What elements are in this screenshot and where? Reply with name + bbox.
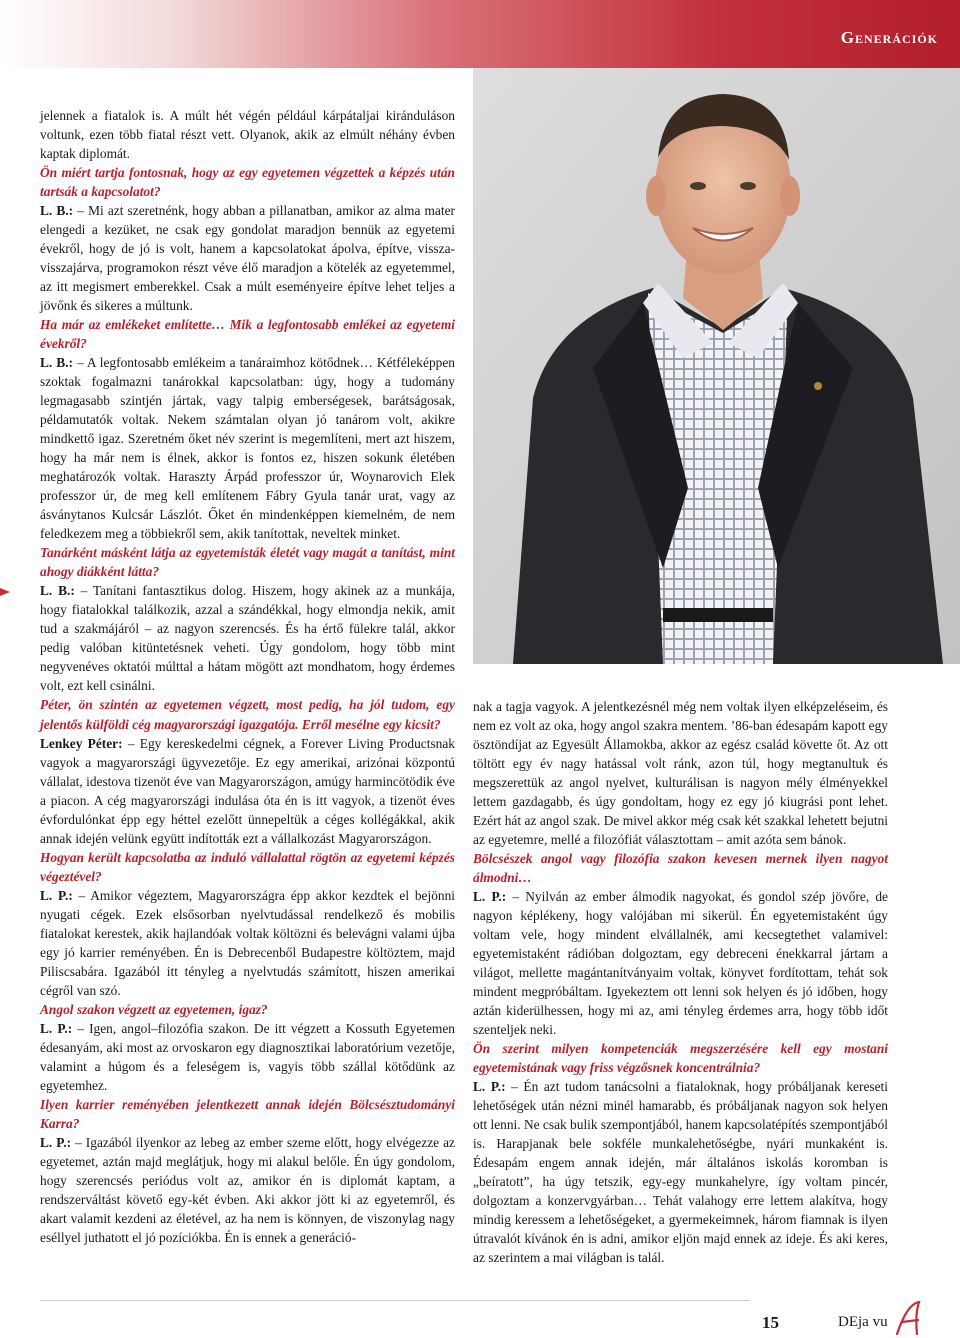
interview-question: Angol szakon végzett az egyetemen, igaz? xyxy=(40,1001,268,1017)
interview-question: Hogyan került kapcsolatba az induló vállalattal rögtön az egyetemi képzés végeztével? xyxy=(40,849,455,884)
speaker-initials: L. P.: xyxy=(40,1020,73,1036)
interview-answer xyxy=(40,353,455,543)
speaker-initials: L. B.: xyxy=(40,355,73,371)
interview-answer xyxy=(40,734,455,848)
journal-logo-icon xyxy=(893,1300,929,1336)
speaker-initials: L. P.: xyxy=(40,887,73,903)
paragraph: jelennek a fiatalok is. A múlt hét végén például kárpátaljai kiránduláson voltunk, ezen több fiatal részt vett. Olyanok, akik az elmúlt néhány évben kaptak diplomát. xyxy=(40,108,455,162)
answer-text: – Én azt tudom tanácsolni a fiataloknak, hogy próbáljanak kereseti lehetőségek után nézni minél hamarabb, és próbáljanak nagyon sok helyen ott lenni. Ne csak bulik szempontjából, hanem kapcsolatépítés szempontjából is. Harapjanak bele sokféle munkalehetőségbe, nyári munkaként is. Édesapám engem annak idején, már általános iskolás koromban is „beíratott”, ha úgy tetszik, egy-egy munkahelyre, így voltam pincér, dolgoztam a konzervgyárban… Tehát valahogy erre lettem alakítva, hogy mindig keressem a lehetőségeket, a gyermekeimnek, három fiamnak is ilyen útravalót kívánok én is adni, amikor eljön majd ennek az ideje. És aki keres, az szerintem a mai világban is talál. xyxy=(473,1079,889,1266)
answer-text: – Egy kereskedelmi cégnek, a Forever Living Productsnak vagyok a magyarországi ügyvezetője. Ez egy amerikai, arizónai központú vállalat, idestova tizenöt éve van Magyarországon, amúgy harmincötödik éve a piacon. A cég magyarországi indulása óta én is itt vagyok, a tizenöt éves évfordulónkat épp egy héttel ezelőtt ünnepeltük a céges kollégákkal, akik annak idején velünk együtt indították ezt a vállalkozást Magyarországon. xyxy=(40,735,455,846)
left-text-column xyxy=(40,106,455,1247)
page-edge-marker xyxy=(0,588,10,596)
interview-answer xyxy=(473,887,888,1039)
answer-text: – Tanítani fantasztikus dolog. Hiszem, hogy akinek az a munkája, hogy fiatalokkal találkozik, azzal a szándékkal, hogy elmondja nekik, amit tud a szakmájáról – az nagyon szerencsés. És ha értő fülekre talál, akkor pedig valóban kitüntetésnek veheti. Úgy gondolom, hogy több mint negyvenéves oktatói múlttal a hátam mögött azt mondhatom, hogy érdemes volt, ezt kell csinálni. xyxy=(40,583,455,694)
section-title: Generációk xyxy=(840,28,938,47)
interview-answer xyxy=(40,1019,455,1095)
interview-question: Ha már az emlékeket említette… Mik a legfontosabb emlékei az egyetemi évekről? xyxy=(40,317,455,352)
journal-name: DEja vu xyxy=(838,1314,888,1330)
interview-question: Ilyen karrier reményében jelentkezett annak idején Bölcsésztudományi Karra? xyxy=(40,1096,455,1131)
answer-text: – A legfontosabb emlékeim a tanáraimhoz kötődnek… Kétféleképpen szoktak fogalmazni tanárokkal kapcsolatban: úgy, hogy a tudomány legmagasabb szintjén jártak, vagy talpig emberségesek, barátságosak, példamutatók voltak. Nekem számtalan olyan jó tanárom volt, akikre mindkettő igaz. Szeretném őket név szerint is megemlíteni, mert azt hiszem, hogy ha már nem is élnek, akkor is fontos ez, hiszen sokunk életében meghatározók voltak. Haraszty Árpád professzor úr, Woynarovich Elek professzor úr, de meg kell említenem Fábry Gyula tanár urat, vagy az ásványtanos Kulcsár Lászlót. Őket én mindenképpen kiemelném, de nem feledkezem meg a többiekről sem, akik tanítottak, neveltek minket. xyxy=(40,355,455,542)
speaker-initials: L. P.: xyxy=(473,1079,506,1095)
speaker-initials: Lenkey Péter: xyxy=(40,735,123,751)
answer-text: – Nyilván az ember álmodik nagyokat, és gondol szép jövőre, de nagyon képlékeny, hogy valójában mi sikerül. Én egyetemistaként úgy voltam vele, hogy mindent elvállalnék, ami kecsegtethet valamivel: egyetemistaként rádióban dolgoztam, egy debreceni énekkarral jártam a világot, mellette magántanítványaim voltak, könyvet fordítottam, tehát sok mindent megpróbáltam. Igyekeztem ott lenni sok helyen és jó időben, hogy aztán kiderülhessen, hogy mi az, ami tényleg érdemes arra, hogy több időt szenteljek neki. xyxy=(473,889,888,1038)
interview-answer xyxy=(40,886,455,1000)
speaker-initials: L. B.: xyxy=(40,203,74,219)
portrait-illustration xyxy=(473,68,960,664)
interview-question: Ön szerint milyen kompetenciák megszerzésére kell egy mostani egyetemistának vagy friss végzősnek koncentrálnia? xyxy=(473,1041,888,1076)
page-number: 15 xyxy=(762,1313,779,1332)
interview-answer xyxy=(473,1077,888,1267)
interview-question: Péter, ön szintén az egyetemen végzett, most pedig, ha jól tudom, egy jelentős külföldi cég magyarországi igazgatója. Erről mesélne egy kicsit? xyxy=(40,697,455,732)
right-text-column xyxy=(473,697,888,1267)
speaker-initials: L. P.: xyxy=(40,1134,72,1150)
header-band xyxy=(0,0,960,68)
footer-rule xyxy=(40,1300,750,1301)
speaker-initials: L. P.: xyxy=(473,889,507,905)
answer-text: – Igen, angol–filozófia szakon. De itt végzett a Kossuth Egyetemen édesanyám, aki most az orvoskaron egy diagnosztikai laboratórium vezetője, valamint a húgom és a feleségem is, vagyis több szállal kötődünk az egyetemhez. xyxy=(40,1020,455,1093)
interview-question: Ön miért tartja fontosnak, hogy az egy egyetemen végzettek a képzés után tartsák a kapcsolatot? xyxy=(40,165,455,200)
portrait-photo xyxy=(473,68,960,664)
interview-answer xyxy=(40,201,455,315)
interview-answer xyxy=(40,581,455,695)
answer-text: – Amikor végeztem, Magyarországra épp akkor kezdtek el bejönni nyugati cégek. Ezek elsősorban nyelvtudással rendelkező és mobilis fiatalokat kerestek, akik hajlandóak voltak költözni és belevágni valami újba egy jó karrier reményében. Én is Debrecenből Budapestre költöztem, majd Piliscsabára. Igazából itt tényleg a nyelvtudás számított, hiszen amerikai cégről van szó. xyxy=(40,887,455,998)
speaker-initials: L. B.: xyxy=(40,583,75,599)
answer-text: – Igazából ilyenkor az lebeg az ember szeme előtt, hogy elvégezze az egyetemet, aztán majd meglátjuk, hogy mi alakul belőle. Én úgy gondolom, hogy szerencsés periódus volt az, amikor én is diplomát kaptam, a rendszerváltást követő egy-két évben. Aki akkor jött ki az egyetemről, és akart valamit kezdeni az életével, az ha nem is könnyen, de viszonylag nagy eséllyel juthatott el jó pozíciókba. Én is ennek a generáció- xyxy=(40,1134,455,1245)
paragraph: nak a tagja vagyok. A jelentkezésnél még nem voltak ilyen elképzeléseim, és nem ez volt az oka, hogy angol szakra mentem. ’86-ban édesapám kapott egy ösztöndíjat az Egyesült Államokba, akkor az egész család követte őt. Az ott töltött egy év nagy hatással volt ránk, azon túl, hogy megtanultuk és megszerettük az angol nyelvet, kulturálisan is nagyon mély élményekkel lettem gazdagabb, és úgy gondoltam, hogy ez egy jó kiugrási pont lehet. Ezért hát az angol szak. De mivel akkor még csak két szakkal lehetett bejutni az egyetemre, mellé a filozófiát választottam – amit azóta sem bánok. xyxy=(473,699,888,848)
interview-answer xyxy=(40,1133,455,1247)
interview-question: Bölcsészek angol vagy filozófia szakon kevesen mernek ilyen nagyot álmodni… xyxy=(473,851,888,886)
answer-text: – Mi azt szeretnénk, hogy abban a pillanatban, amikor az alma mater elengedi a kezüket, ne csak egy gondolat maradjon bennük az egyetemi évekről, hogy de jó is volt, hanem a kapcsolatokat ápolva, építve, vissza-visszajárva, programokon részt véve élő maradjon a kötelék az egyetemmel, az itt megismert emberekkel. Csak a múlt eseményeire építve lehet teljes a jövőnk és sikeres a múltunk. xyxy=(40,203,455,314)
interview-question: Tanárként másként látja az egyetemisták életét vagy magát a tanítást, mint ahogy diákként látta? xyxy=(40,545,455,580)
